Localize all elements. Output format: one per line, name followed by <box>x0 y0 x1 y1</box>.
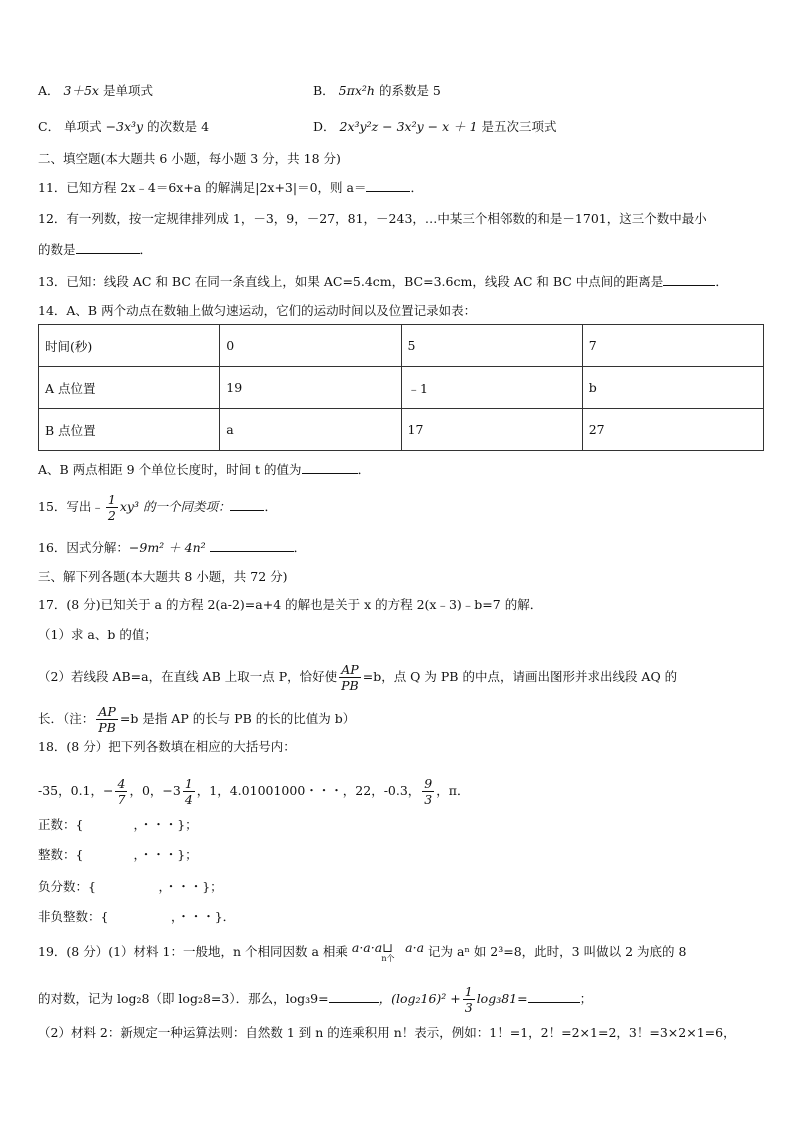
q18-f1-num: 4 <box>117 776 126 791</box>
q19-fraction <box>463 984 475 1015</box>
q16-answer-blank[interactable] <box>210 538 294 552</box>
q18-row-negative-fraction: 负分数：{ ，・・・}； <box>38 879 223 894</box>
q13-end: ． <box>715 274 728 289</box>
q18-nums-d: ，π． <box>436 783 470 798</box>
q19-blank-2[interactable] <box>528 989 580 1003</box>
q18-nums-c: ，1，4.01001000・・・，22，-0.3， <box>196 783 421 798</box>
question-18-title: 18．(8 分）把下列各数填在相应的大括号内： <box>38 739 296 754</box>
question-13 <box>38 272 728 291</box>
q19-blank-1[interactable] <box>329 989 379 1003</box>
q12-line2-text: 的数是 <box>38 242 76 257</box>
question-19-line3: （2）材料 2：新规定一种运算法则：自然数 1 到 n 的连乘积用 n！表示，例如：1！=1，2！=2×1=2，3！=3×2×1=6， <box>38 1025 736 1040</box>
option-b-text: 的系数是 5 <box>378 83 441 98</box>
q18-row-integer: 整数：{ ，・・・}； <box>38 847 198 862</box>
q19-line2-mid: ，(log₂16)² + <box>378 991 461 1006</box>
table-cell: 5 <box>401 325 582 367</box>
q18-nums-b: ，0，−3 <box>129 783 181 798</box>
q18-f3-num: 9 <box>424 776 433 791</box>
q18-f3-den: 3 <box>424 792 433 807</box>
question-17-sub2 <box>38 662 677 693</box>
q19-line2-pre: 的对数，记为 log₂8（即 log₂8=3）．那么，log₃9= <box>38 991 329 1006</box>
q15-num: 1 <box>107 492 116 507</box>
q13-text: 13．已知：线段 AC 和 BC 在同一条直线上，如果 AC=5.4cm，BC=3.6cm，线段 AC 和 BC 中点间的距离是 <box>38 274 664 289</box>
question-11 <box>38 178 423 197</box>
q17-fraction <box>339 662 361 693</box>
q17-note-post: =b 是指 AP 的长与 PB 的长的比值为 b） <box>119 711 356 726</box>
q11-end: ． <box>410 180 423 195</box>
q19-line2-end: ； <box>579 991 593 1006</box>
table-cell: B 点位置 <box>39 409 220 451</box>
q15-den: 2 <box>107 508 116 523</box>
table-cell: 19 <box>220 367 401 409</box>
table-cell: b <box>582 367 763 409</box>
option-c-math: −3x³y <box>105 119 144 134</box>
q12-answer-blank[interactable] <box>76 240 140 254</box>
q14-end: ． <box>357 462 371 477</box>
option-row-2 <box>38 118 557 136</box>
q18-row-nonneg-integer: 非负整数：{ ，・・・}． <box>38 909 236 924</box>
q11-answer-blank[interactable] <box>366 178 410 192</box>
option-a-label: A． <box>38 83 60 98</box>
q17-note-fraction <box>96 704 118 735</box>
question-14: 14．A、B 两个动点在数轴上做匀速运动，它们的运动时间以及位置记录如表： <box>38 303 477 318</box>
q18-row-positive: 正数：{ ，・・・}； <box>38 817 198 832</box>
q19-frac-den: 3 <box>464 1000 473 1015</box>
option-b <box>313 82 441 100</box>
question-19-line1 <box>38 942 686 963</box>
q16-end: ． <box>293 540 307 555</box>
option-b-math: 5πx²h <box>338 83 375 98</box>
q13-answer-blank[interactable] <box>663 272 715 286</box>
q15-answer-blank[interactable] <box>230 497 264 511</box>
option-b-label: B． <box>313 83 335 98</box>
q18-frac-1 <box>115 776 127 807</box>
option-d-label: D． <box>313 119 336 134</box>
q19-line1-pre: 19．(8 分）(1）材料 1：一般地，n 个相同因数 a 相乘 <box>38 944 348 959</box>
table-cell: 17 <box>401 409 582 451</box>
table-cell: 27 <box>582 409 763 451</box>
table-row <box>39 409 764 451</box>
q17-frac-num: AP <box>339 662 361 678</box>
question-19-line2 <box>38 984 592 1015</box>
q19-product-expr: a·a·a⊔ a·a <box>351 940 425 955</box>
question-15 <box>38 492 277 523</box>
q19-frac-num: 1 <box>464 984 473 999</box>
q19-product-sub: n个 <box>381 954 395 963</box>
q15-pre: 15．写出﹣ <box>38 499 104 514</box>
table-cell: 0 <box>220 325 401 367</box>
option-c-label: C． <box>38 119 61 134</box>
option-d-text: 是五次三项式 <box>481 119 557 134</box>
option-c-pre: 单项式 <box>64 119 102 134</box>
option-row-1 <box>38 82 441 100</box>
q19-line2-post: log₃81= <box>476 991 528 1006</box>
option-d <box>313 118 557 136</box>
q16-math: −9m² ＋ 4n² <box>128 540 206 555</box>
q14-after-text: A、B 两点相距 9 个单位长度时，时间 t 的值为 <box>38 462 302 477</box>
q17-note-num: AP <box>96 704 118 720</box>
table-row <box>39 367 764 409</box>
question-17-note <box>38 704 355 735</box>
table-cell: 时间(秒) <box>39 325 220 367</box>
q17-sub2-post: =b，点 Q 为 PB 的中点，请画出图形并求出线段 AQ 的 <box>362 669 678 684</box>
section-3-heading: 三、解下列各题(本大题共 8 小题，共 72 分) <box>38 569 288 584</box>
option-d-math: 2x³y²z − 3x²y − x ＋ 1 <box>339 119 478 134</box>
q12-end: ． <box>139 242 153 257</box>
question-12-line1: 12．有一列数，按一定规律排列成 1，－3，9，－27，81，－243，…中某三个相邻数的和是－1701，这三个数中最小 <box>38 211 707 226</box>
position-table <box>38 324 764 451</box>
option-c-text: 的次数是 4 <box>147 119 210 134</box>
table-row <box>39 325 764 367</box>
q18-f1-den: 7 <box>117 792 126 807</box>
q18-nums-a: -35，0.1，− <box>38 783 114 798</box>
q16-pre: 16．因式分解： <box>38 540 129 555</box>
question-17-line1: 17．(8 分)已知关于 a 的方程 2(a-2)=a+4 的解也是关于 x 的方程 2(x﹣3)﹣b=7 的解． <box>38 597 543 612</box>
table-cell: 7 <box>582 325 763 367</box>
table-cell: a <box>220 409 401 451</box>
q17-note-pre: 长．（注： <box>38 711 95 726</box>
q18-f2-num: 1 <box>184 776 193 791</box>
question-16 <box>38 538 306 557</box>
q17-note-den: PB <box>98 720 116 735</box>
question-12-line2 <box>38 240 152 259</box>
q18-f2-den: 4 <box>184 792 193 807</box>
question-17-sub1: （1）求 a、b 的值； <box>38 627 157 642</box>
q14-answer-blank[interactable] <box>302 460 358 474</box>
table-cell: ﹣1 <box>401 367 582 409</box>
q15-end: ． <box>264 499 277 514</box>
table-cell: A 点位置 <box>39 367 220 409</box>
question-14-after <box>38 460 370 479</box>
q19-line1-mid: 记为 aⁿ 如 2³=8，此时，3 叫做以 2 为底的 8 <box>428 944 687 959</box>
q18-frac-2 <box>183 776 195 807</box>
q19-product <box>352 942 424 963</box>
q17-frac-den: PB <box>341 678 359 693</box>
section-2-heading: 二、填空题(本大题共 6 小题，每小题 3 分，共 18 分) <box>38 151 341 166</box>
q11-text: 11．已知方程 2x﹣4＝6x+a 的解满足|2x+3|＝0，则 a＝ <box>38 180 367 195</box>
option-a-text: 是单项式 <box>102 83 153 98</box>
q18-frac-3 <box>422 776 434 807</box>
q15-post: xy³ 的一个同类项： <box>119 499 231 514</box>
q17-sub2-pre: （2）若线段 AB=a，在直线 AB 上取一点 P，恰好使 <box>38 669 338 684</box>
q15-fraction <box>106 492 118 523</box>
option-a-math: 3＋5x <box>63 83 99 98</box>
question-18-numbers <box>38 776 469 807</box>
